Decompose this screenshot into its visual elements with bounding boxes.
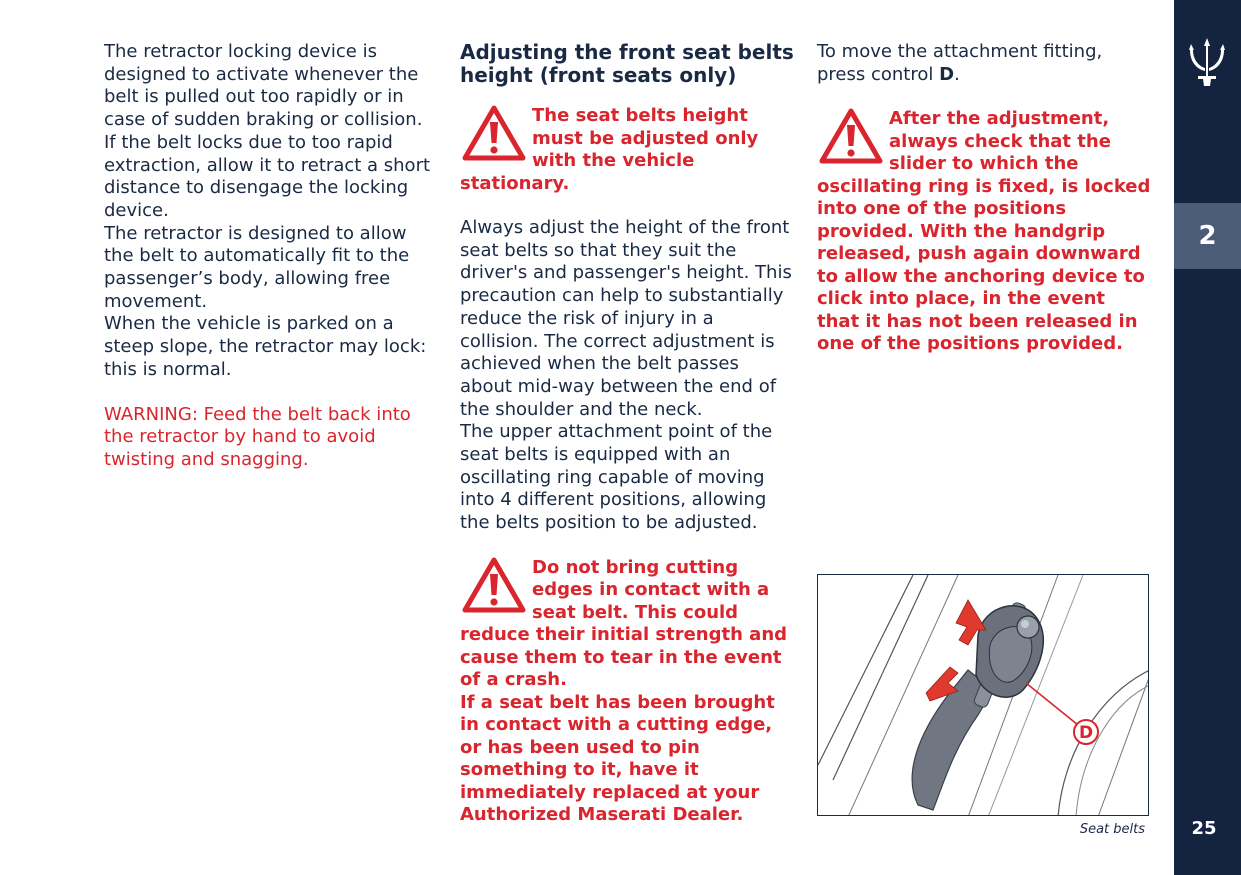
chapter-tab[interactable]: 2 xyxy=(1174,203,1241,269)
paragraph-steep-slope: When the vehicle is parked on a steep slope, the retractor may lock: this is normal. xyxy=(104,313,427,380)
warning-block-cutting-edges xyxy=(460,557,795,827)
section-heading: Adjusting the front seat belts height (front seats only) xyxy=(460,40,794,87)
warning-feed-belt: WARNING: Feed the belt back into the retractor by hand to avoid twisting and snagging. xyxy=(104,403,411,470)
move-fitting-end: . xyxy=(954,63,960,85)
warning-text-cutting-edges: Do not bring cutting edges in contact with a seat belt. This could reduce their initial strength and cause them to tear in the event of a crash. xyxy=(460,556,788,691)
warning-triangle-icon xyxy=(462,557,526,613)
paragraph-move-fitting xyxy=(817,41,1152,86)
warning-text-adjustment-check: After the adjustment, always check that the slider to which the oscillating ring is fixed, is locked into one of the positions provided. With the handgrip released, push again downward to allow the anchoring device to click into place, in the event that it has not been released in one of the positions provided. xyxy=(817,108,1151,355)
column-3 xyxy=(817,41,1152,356)
warning-triangle-icon xyxy=(462,105,526,161)
paragraph-retractor-fit: The retractor is designed to allow the belt to automatically fit to the passenger’s body, allowing free movement. xyxy=(104,222,410,312)
warning-text-replace-belt: If a seat belt has been brought in contact with a cutting edge, or has been used to pin something to it, have it immediately replaced at your Authorized Maserati Dealer. xyxy=(460,691,775,826)
chapter-sidebar xyxy=(1174,0,1241,875)
column-1 xyxy=(104,41,439,472)
warning-text-stationary: The seat belts height must be adjusted only with the vehicle stationary. xyxy=(460,105,759,194)
callout-label-d: D xyxy=(1078,723,1094,743)
control-label: D xyxy=(939,63,955,85)
column-2 xyxy=(460,41,795,827)
paragraph-adjust-height: Always adjust the height of the front seat belts so that they suit the driver's and passenger's height. This precaution can help to substantially reduce the risk of injury in a collision. The correct adjustment is achieved when the belt passes about mid-way between the end of the shoulder and the neck. xyxy=(460,217,792,420)
page-number: 25 xyxy=(1191,818,1217,839)
paragraph-upper-attachment: The upper attachment point of the seat belts is equipped with an oscillating ring capable of moving into 4 different positions, allowing the belts position to be adjusted. xyxy=(460,421,773,534)
maserati-trident-logo xyxy=(1185,36,1229,88)
paragraph-belt-locks: If the belt locks due to too rapid extraction, allow it to retract a short distance to disengage the locking device. xyxy=(104,131,431,221)
paragraph-retractor-locking: The retractor locking device is designed to activate whenever the belt is pulled out too rapidly or in case of sudden braking or collision. xyxy=(104,41,423,131)
warning-block-adjustment-check xyxy=(817,108,1152,356)
move-fitting-text: To move the attachment fitting, press control xyxy=(817,41,1103,85)
warning-triangle-icon xyxy=(819,108,883,164)
figure-caption: Seat belts xyxy=(1079,822,1145,837)
seat-belt-figure xyxy=(817,574,1149,816)
warning-block-stationary xyxy=(460,105,795,195)
